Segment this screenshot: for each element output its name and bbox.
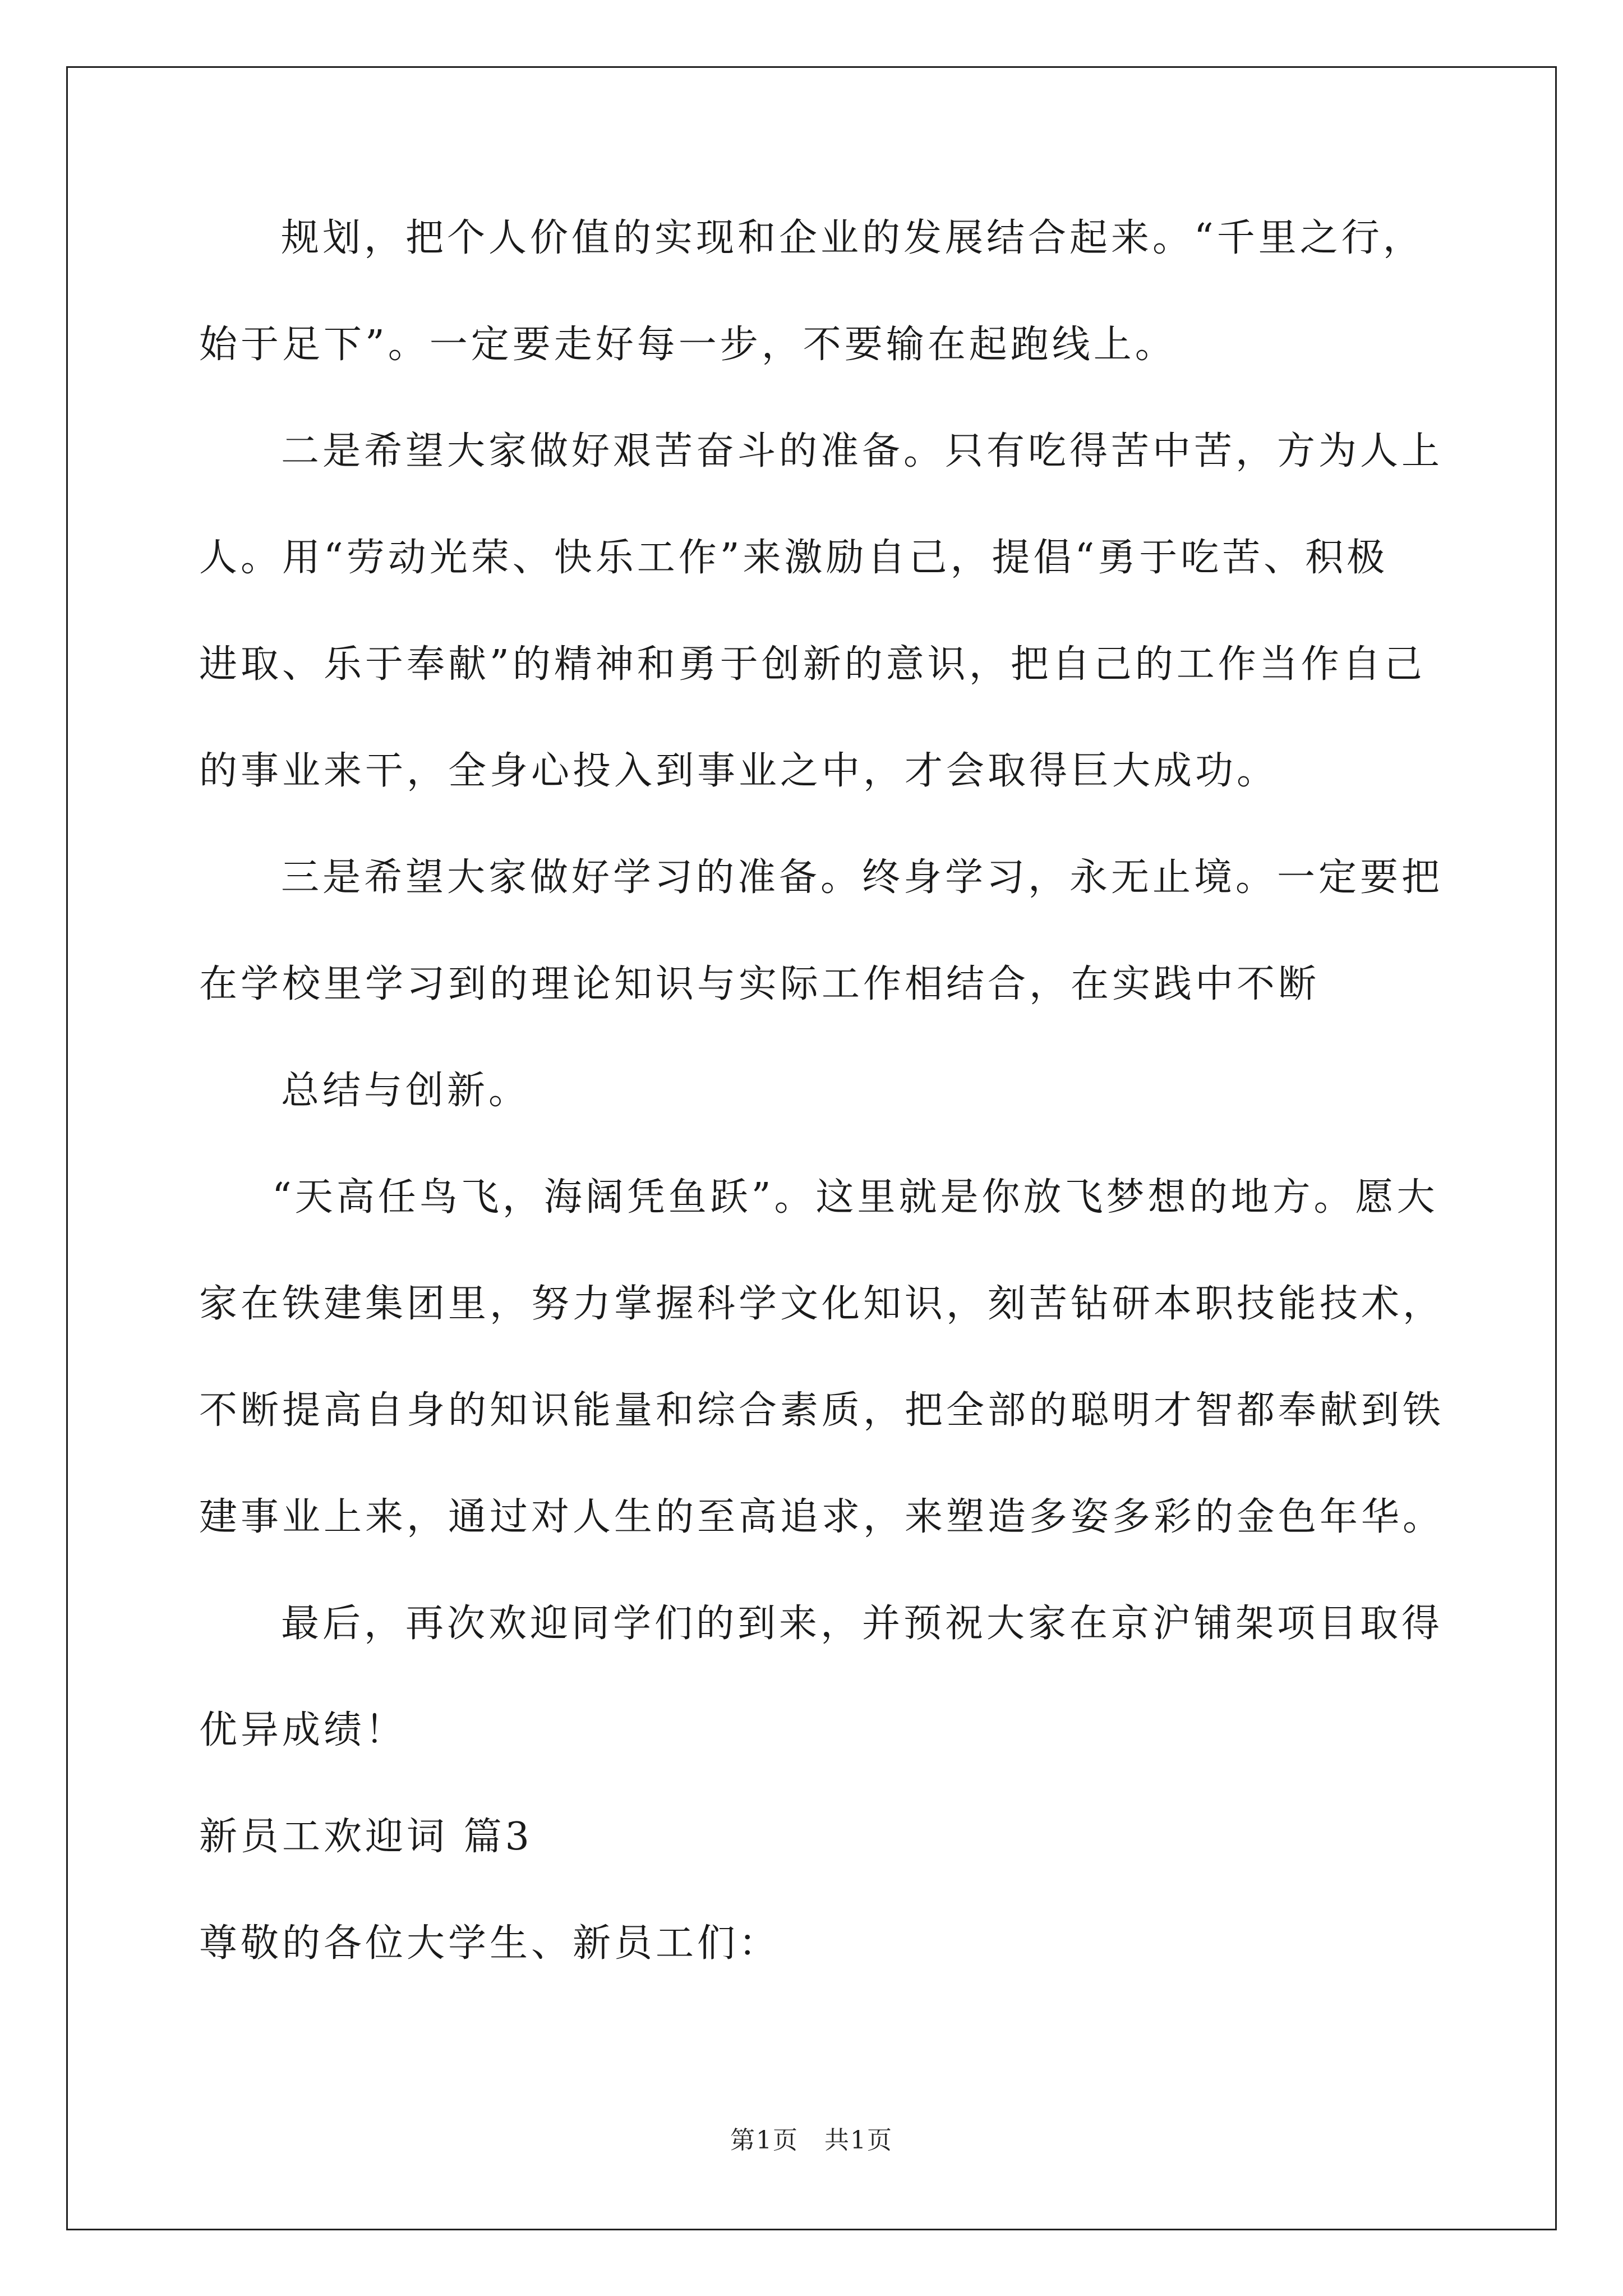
text-line: 始于足下”。一定要走好每一步，不要输在起跑线上。: [199, 323, 1177, 367]
text-line: 不断提高自身的知识能量和综合素质，把全部的聪明才智都奉献到铁: [199, 1388, 1445, 1433]
salutation: 尊敬的各位大学生、新员工们：: [199, 1921, 781, 1966]
page-border: [66, 66, 1557, 2230]
text-line: 最后，再次欢迎同学们的到来，并预祝大家在京沪铺架项目取得: [281, 1602, 1444, 1646]
section-heading: 新员工欢迎词 篇3: [199, 1815, 533, 1859]
text-line: 人。用“劳动光荣、快乐工作”来激励自己，提倡“勇于吃苦、积极: [199, 536, 1389, 580]
text-line: “天高任鸟飞，海阔凭鱼跃”。这里就是你放飞梦想的地方。愿大: [272, 1175, 1438, 1220]
text-line: 优异成绩！: [199, 1708, 407, 1752]
text-line: 三是希望大家做好学习的准备。终身学习，永无止境。一定要把: [281, 855, 1444, 900]
text-line: 进取、乐于奉献”的精神和勇于创新的意识，把自己的工作当作自己: [199, 642, 1426, 687]
text-line: 规划，把个人价值的实现和企业的发展结合起来。“千里之行，: [281, 216, 1424, 260]
text-line: 总结与创新。: [281, 1069, 531, 1113]
text-line: 二是希望大家做好艰苦奋斗的准备。只有吃得苦中苦，方为人上: [281, 429, 1444, 473]
text-line: 建事业上来，通过对人生的至高追求，来塑造多姿多彩的金色年华。: [199, 1495, 1445, 1539]
text-line: 的事业来干，全身心投入到事业之中，才会取得巨大成功。: [199, 749, 1279, 793]
text-line: 家在铁建集团里，努力掌握科学文化知识，刻苦钻研本职技能技术，: [199, 1282, 1445, 1326]
page-footer: 第1页 共1页: [730, 2126, 893, 2155]
text-line: 在学校里学习到的理论知识与实际工作相结合，在实践中不断: [199, 962, 1320, 1006]
